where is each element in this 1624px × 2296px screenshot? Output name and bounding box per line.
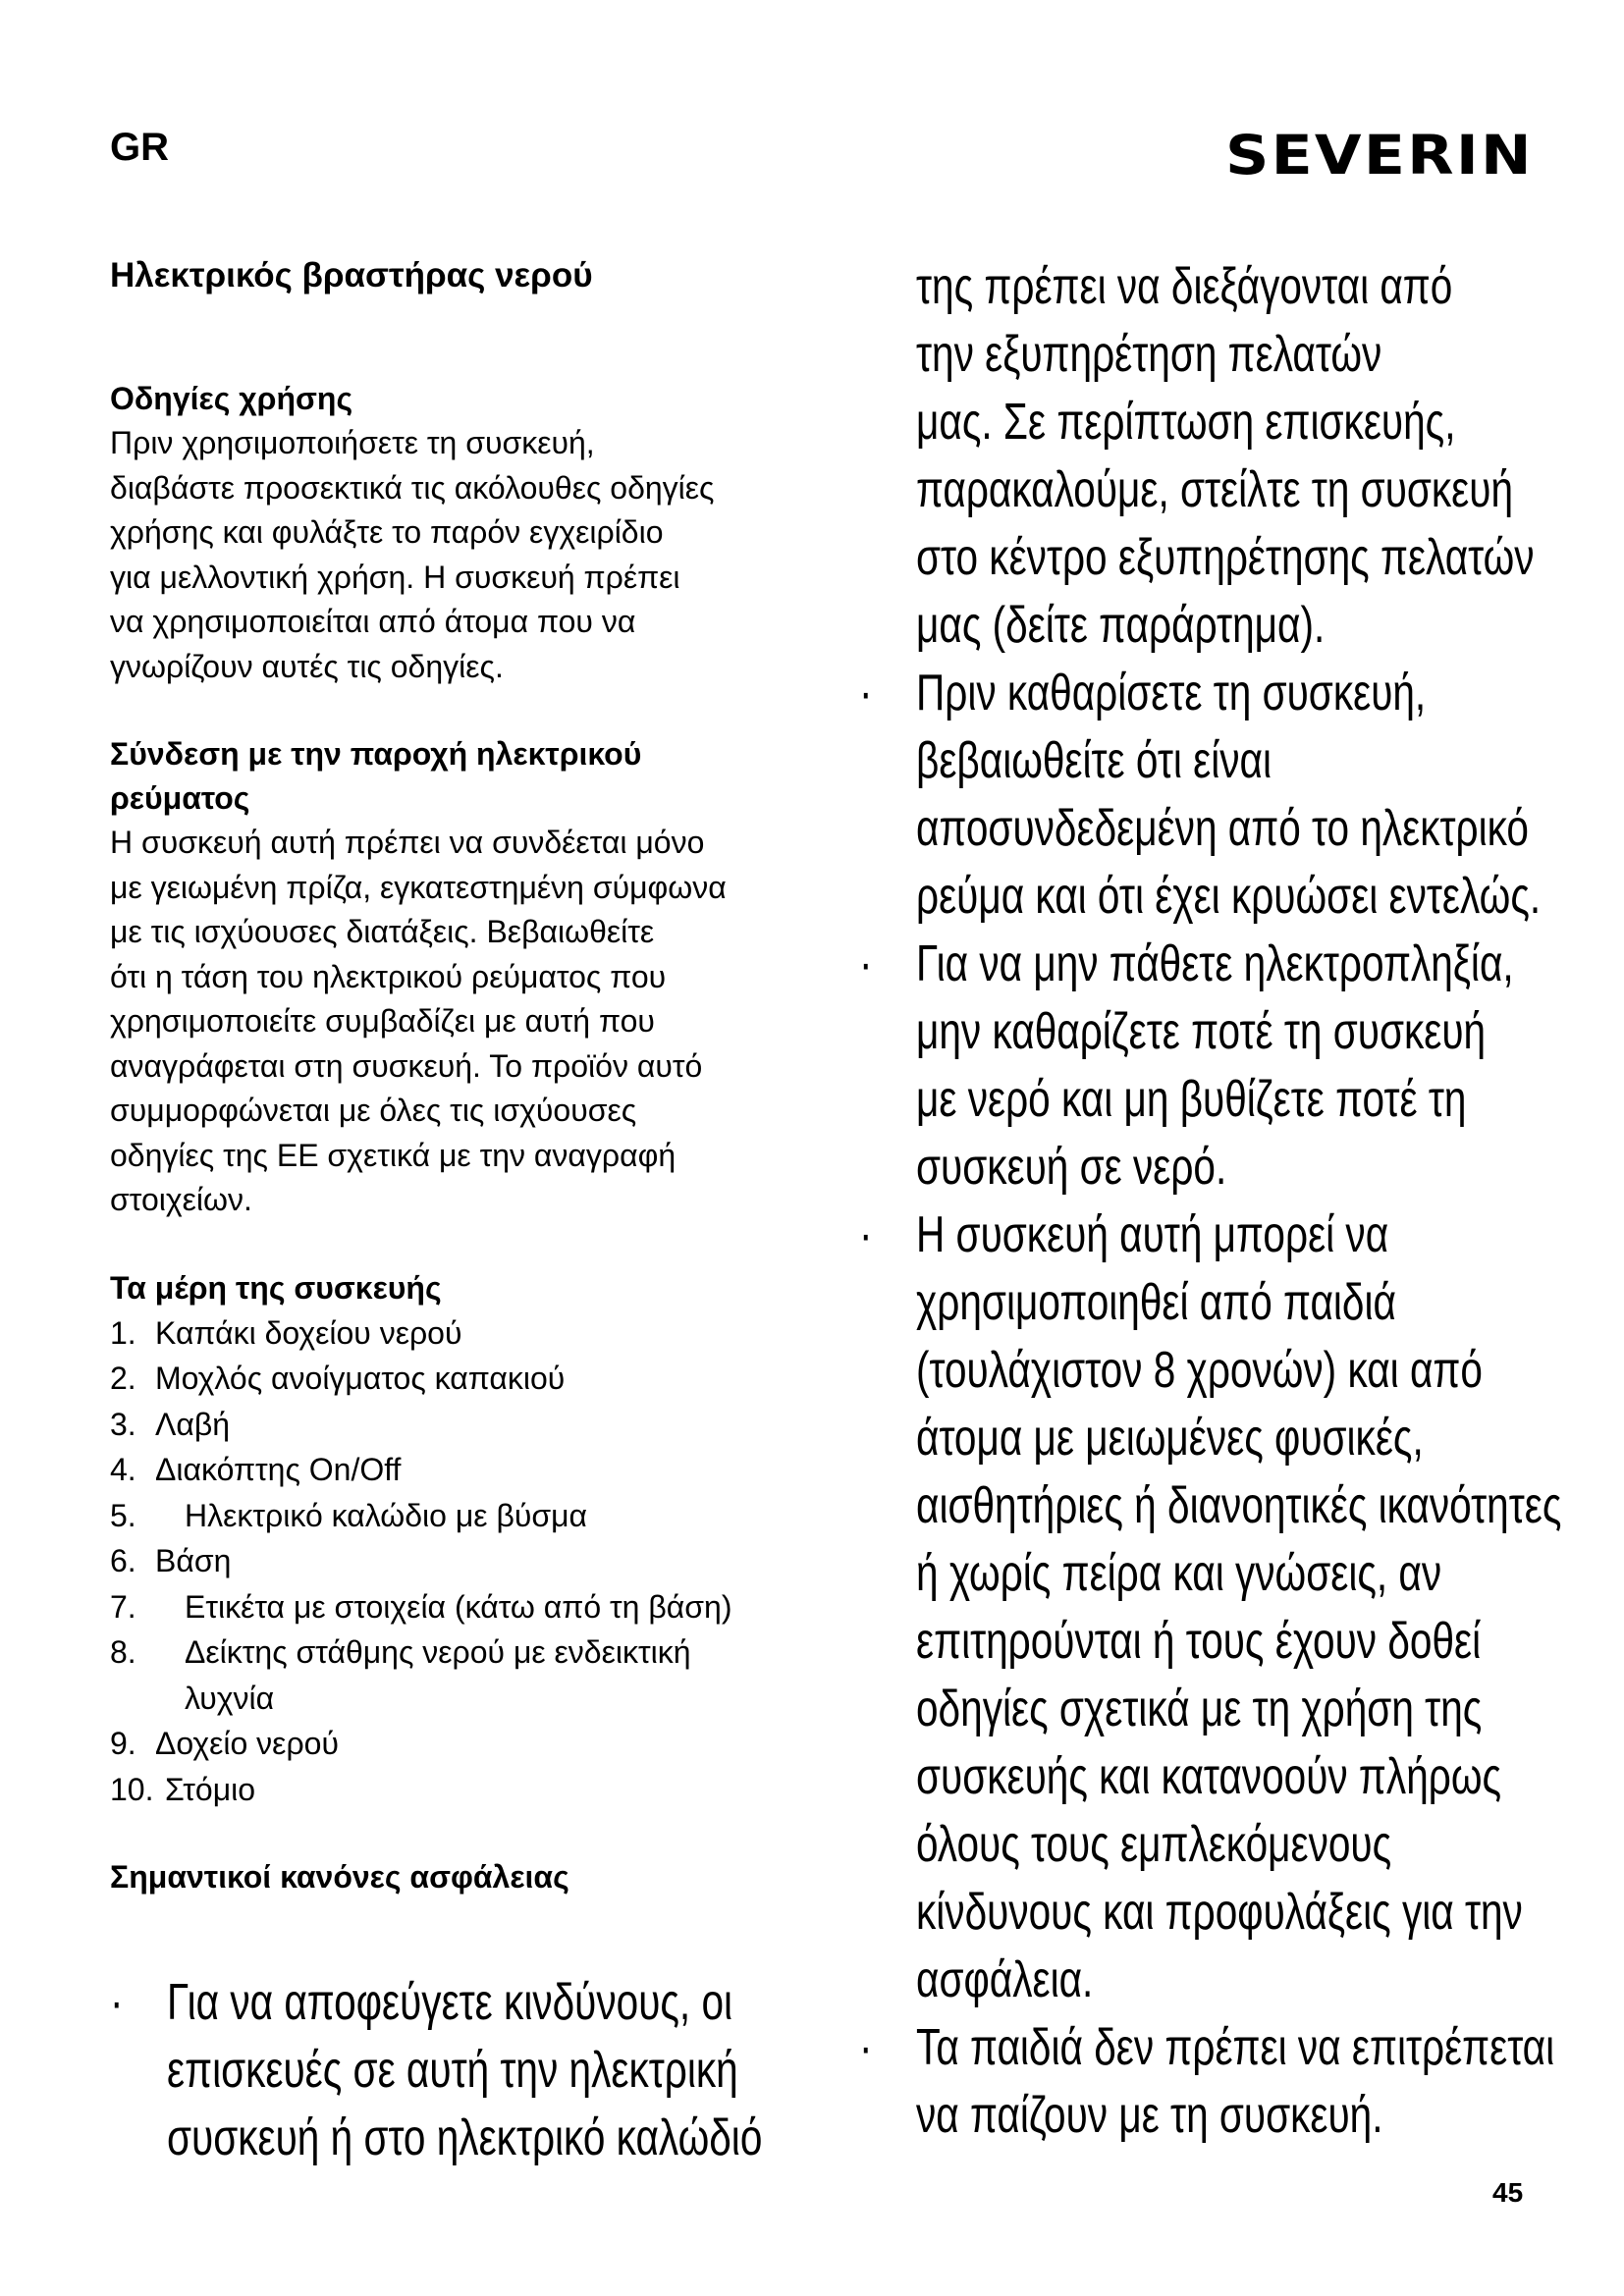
bullet-line: άτομα με μειωμένες φυσικές, [916,1410,1424,1467]
bullet-line: κίνδυνους και προφυλάξεις για την [916,1884,1523,1941]
list-item [110,1629,797,1676]
bullet-dot: · [859,935,873,992]
item-text: Στόμιο [165,1771,256,1807]
bullet-dot: · [859,665,873,721]
bullet-line: (τουλάχιστον 8 χρονών) και από [916,1342,1483,1399]
connection-line: συμμορφώνεται με όλες τις ισχύουσες [110,1093,637,1128]
item-number [110,1676,185,1722]
bullet-line: Η συσκευή αυτή μπορεί να [916,1206,1389,1263]
item-number: 1. [110,1314,136,1351]
item-text: Δοχείο νερού [155,1726,339,1761]
page-number: 45 [1492,2177,1524,2208]
instructions-line: Πριν χρησιμοποιήσετε τη συσκευή, [110,425,595,460]
bullet-line: ή χωρίς πείρα και γνώσεις, αν [916,1545,1442,1602]
list-item [110,1447,797,1493]
bullet-line: αποσυνδεδεμένη από το ηλεκτρικό [916,800,1529,857]
safety-bullet-3 [859,931,1624,1201]
bullet-line: μας (δείτε παράρτημα). [916,597,1326,654]
bullet-dot: · [110,1974,124,2031]
list-item [110,1676,797,1722]
instructions-heading: Οδηγίες χρήσης [110,381,353,416]
item-text: Βάση [155,1543,232,1578]
list-item [110,1493,797,1539]
item-number: 3. [110,1406,136,1442]
list-item [110,1356,797,1402]
bullet-line: ασφάλεια. [916,1951,1094,2008]
item-number: 2. [110,1361,136,1396]
bullet-line: Για να μην πάθετε ηλεκτροπληξία, [916,935,1514,992]
item-text: Καπάκι δοχείου νερού [155,1314,462,1351]
bullet-line: οδηγίες σχετικά με τη χρήση της [916,1681,1483,1737]
bullet-line: επισκευές σε αυτή την ηλεκτρική [167,2042,738,2099]
bullet-line: μην καθαρίζετε ποτέ τη συσκευή [916,1003,1487,1060]
bullet-line: την εξυπηρέτηση πελατών [916,326,1382,383]
item-number: 4. [110,1452,136,1487]
bullet-line: επιτηρούνται ή τους έχουν δοθεί [916,1613,1482,1670]
connection-line: αναγράφεται στη συσκευή. Το προϊόν αυτό [110,1047,703,1084]
parts-list [110,1310,797,1813]
bullet-line: στο κέντρο εξυπηρέτησης πελατών [916,529,1535,586]
item-text: Ετικέτα με στοιχεία (κάτω από τη βάση) [185,1588,732,1625]
item-text: Διακόπτης On/Off [155,1452,402,1487]
language-code: GR [110,126,169,169]
bullet-line: παρακαλούμε, στείλτε τη συσκευή [916,461,1514,518]
bullet-dot: · [859,1206,873,1263]
left-column [110,253,797,1899]
instructions-line: γνωρίζουν αυτές τις οδηγίες. [110,648,504,684]
list-item [110,1721,797,1767]
connection-line: με γειωμένη πρίζα, εγκατεστημένη σύμφωνα [110,869,727,905]
item-text: Δείκτης στάθμης νερού με ενδεικτική [185,1634,691,1670]
connection-line: στοιχείων. [110,1182,252,1217]
item-number: 8. [110,1634,136,1670]
bullet-line: με νερό και μη βυθίζετε ποτέ τη [916,1071,1467,1128]
instructions-line: για μελλοντική χρήση. Η συσκευή πρέπει [110,559,680,595]
brand-logo: SEVERIN [1225,124,1534,187]
safety-bullet-4 [859,1201,1624,2014]
item-text: Ηλεκτρικό καλώδιο με βύσμα [185,1497,588,1533]
instructions-line: διαβάστε προσεκτικά τις ακόλουθες οδηγίες [110,469,715,506]
parts-heading: Τα μέρη της συσκευής [110,1269,442,1306]
item-number: 6. [110,1543,136,1578]
item-text: Λαβή [155,1406,231,1442]
list-item [110,1310,797,1357]
bullet-line: χρησιμοποιηθεί από παιδιά [916,1274,1396,1331]
bullet-line: συσκευής και κατανοούν πλήρως [916,1748,1502,1805]
list-item [110,1402,797,1448]
safety-bullet-1-start [110,1969,895,2172]
item-number: 5. [110,1497,136,1533]
list-item [110,1584,797,1630]
bullet-line: Για να αποφεύγετε κινδύνους, οι [167,1974,733,2031]
item-number: 7. [110,1588,136,1625]
connection-line: οδηγίες της ΕΕ σχετικά με την αναγραφή [110,1137,677,1173]
safety-bullet-5 [859,2014,1624,2150]
bullet-line: βεβαιωθείτε ότι είναι [916,732,1272,789]
bullet-line: αισθητήριες ή διανοητικές ικανότητες [916,1477,1562,1534]
bullet-line: συσκευή σε νερό. [916,1139,1227,1196]
bullet-line: μας. Σε περίπτωση επισκευής, [916,394,1456,451]
item-text: Μοχλός ανοίγματος καπακιού [155,1361,566,1396]
connection-line: Η συσκευή αυτή πρέπει να συνδέεται μόνο [110,825,705,860]
bullet-line: να παίζουν με τη συσκευή. [916,2087,1383,2144]
connection-heading: ρεύματος [110,780,250,816]
safety-bullet-2 [859,660,1624,931]
bullet-line: Πριν καθαρίσετε τη συσκευή, [916,665,1427,721]
bullet-line: Τα παιδιά δεν πρέπει να επιτρέπεται [916,2019,1555,2076]
connection-line: ότι η τάση του ηλεκτρικού ρεύματος που [110,958,667,994]
item-number: 9. [110,1726,136,1761]
bullet-dot: · [859,2019,873,2076]
connection-line: με τις ισχύουσες διατάξεις. Βεβαιωθείτε [110,914,655,949]
item-text: λυχνία [185,1680,275,1716]
safety-heading: Σημαντικοί κανόνες ασφάλειας [110,1859,569,1895]
bullet-line: συσκευή ή στο ηλεκτρικό καλώδιό [167,2109,763,2166]
list-item [110,1538,797,1584]
bullet-line: της πρέπει να διεξάγονται από [916,258,1453,315]
bullet-line: όλους τους εμπλεκόμενους [916,1816,1392,1873]
bullet-line: ρεύμα και ότι έχει κρυώσει εντελώς. [916,868,1542,925]
list-item [110,1767,797,1813]
document-title: Ηλεκτρικός βραστήρας νερού [110,256,593,294]
safety-bullet-1-continued [859,253,1624,660]
connection-heading: Σύνδεση με την παροχή ηλεκτρικού [110,736,642,772]
connection-section [110,732,797,1223]
right-column [859,253,1624,2150]
instructions-section [110,377,797,689]
parts-section [110,1266,797,1813]
instructions-line: χρήσης και φυλάξτε το παρόν εγχειρίδιο [110,514,664,550]
instructions-line: να χρησιμοποιείται από άτομα που να [110,604,636,639]
connection-line: χρησιμοποιείτε συμβαδίζει με αυτή που [110,1003,655,1039]
item-number: 10. [110,1771,154,1807]
